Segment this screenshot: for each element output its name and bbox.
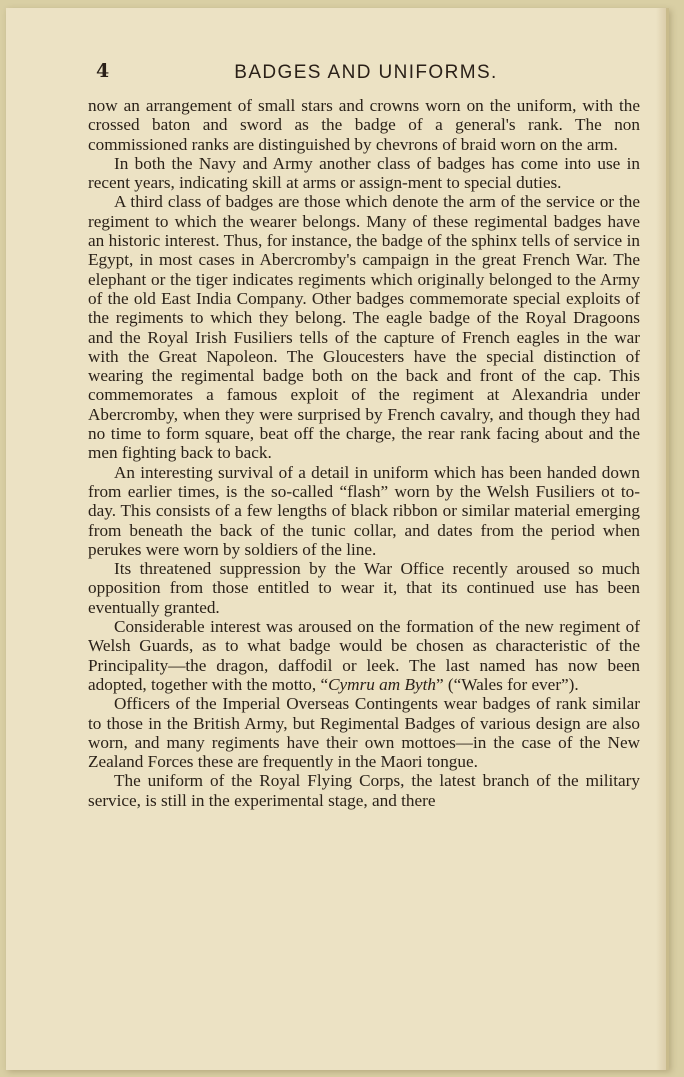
paragraph-8: The uniform of the Royal Flying Corps, the latest branch of the military service, is still in the experimental stage, and there [88,771,640,810]
paragraph-5: Its threatened suppression by the War Office recently aroused so much opposition from those entitled to wear it, that its continued use has been eventually granted. [88,559,640,617]
paragraph-4: An interesting survival of a detail in uniform which has been handed down from earlier times, is the so-called “flash” worn by the Welsh Fusiliers ot to-day. This consists of a few lengths of black ribbon or similar material emerging from beneath the back of the tunic collar, and dates from the period when perukes were worn by soldiers of the line. [88,462,640,559]
paragraph-3: A third class of badges are those which denote the arm of the service or the regiment to which the wearer belongs. Many of these regimental badges have an historic interest. Thus, for instance, the badge of the sphinx tells of service in Egypt, in most cases in Abercromby's campaign in the great French War. The elephant or the tiger indicates regiments which originally belonged to the Army of the old East India Company. Other badges commemorate special exploits of the regiments to which they belong. The eagle badge of the Royal Dragoons and the Royal Irish Fusiliers tells of the capture of French eagles in the war with the Great Napoleon. The Gloucesters have the special distinction of wearing the regimental badge both on the back and front of the cap. This commemorates a famous exploit of the regiment at Alexandria under Abercromby, when they were surprised by French cavalry, and though they had no time to form square, beat off the charge, the rear rank facing about and the men fighting back to back. [88,192,640,463]
book-page [6,8,669,1070]
paragraph-6-text-after: ” (“Wales for ever”). [435,674,579,694]
welsh-motto: Cymru am Byth [328,674,436,694]
paragraph-6-text-before: Considerable interest was aroused on the formation of the new regiment of Welsh Guards, as to what badge would be chosen as characteristic of the Principality—the dragon, daffodil or leek. The last named has now been adopted, together with the motto, “ [88,617,640,694]
running-head: BADGES AND UNIFORMS. [234,62,498,83]
paragraph-2: In both the Navy and Army another class of badges has come into use in recent years, indicating skill at arms or assign-ment to special duties. [88,153,640,193]
page-header [94,60,638,90]
paragraph-1: now an arrangement of small stars and crowns worn on the uniform, with the crossed baton and sword as the badge of a general's rank. The non commissioned ranks are distinguished by chevrons of braid worn on the arm. [88,96,640,154]
body-text [88,96,640,810]
page-number: 4 [96,60,110,82]
paragraph-7: Officers of the Imperial Overseas Contingents wear badges of rank similar to those in the British Army, but Regimental Badges of various design are also worn, and many regiments have their own mottoes—in the case of the New Zealand Forces these are frequently in the Maori tongue. [88,694,640,772]
paragraph-6 [88,617,640,694]
page-edge-shadow [656,8,666,1070]
